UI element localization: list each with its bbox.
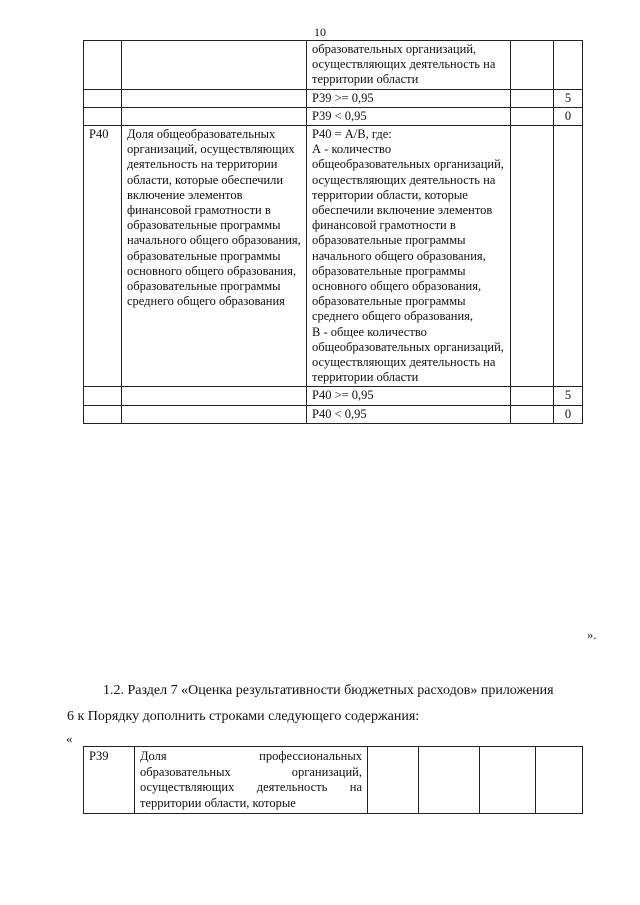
amendment-paragraph-continued: 6 к Порядку дополнить строками следующего содержания:: [67, 709, 420, 724]
indicator-name: [122, 41, 307, 90]
table-row: [84, 89, 583, 107]
indicator-score: 5: [554, 387, 583, 405]
criteria-table: [83, 40, 583, 424]
indicator-name: [122, 107, 307, 125]
indicator-code: [84, 41, 122, 90]
page-number: 10: [314, 25, 326, 39]
indicator-formula: Р39 < 0,95: [307, 107, 511, 125]
indicator-name: Доля профессиональных образовательных организаций, осуществляющих деятельность на территории области, которые: [135, 747, 368, 814]
indicator-name: [122, 387, 307, 405]
closing-quote: ».: [587, 628, 597, 642]
opening-quote: «: [66, 731, 73, 746]
indicator-code: Р40: [84, 126, 122, 387]
indicator-formula: Р40 < 0,95: [307, 405, 511, 423]
empty-cell: [419, 747, 480, 814]
empty-cell: [511, 405, 554, 423]
empty-cell: [511, 107, 554, 125]
indicator-score: 5: [554, 89, 583, 107]
empty-cell: [511, 387, 554, 405]
indicator-score: 0: [554, 405, 583, 423]
empty-cell: [511, 89, 554, 107]
table-row: [84, 126, 583, 387]
amendment-paragraph: 1.2. Раздел 7 «Оценка результативности бюджетных расходов» приложения: [103, 683, 554, 698]
indicator-code: [84, 405, 122, 423]
table-row: [84, 41, 583, 90]
indicator-name: [122, 89, 307, 107]
empty-cell: [511, 41, 554, 90]
indicator-name: [122, 405, 307, 423]
new-rows-table: [83, 746, 583, 814]
indicator-formula: образовательных организаций, осуществляющих деятельность на территории области: [307, 41, 511, 90]
indicator-formula: Р39 >= 0,95: [307, 89, 511, 107]
indicator-score: 0: [554, 107, 583, 125]
empty-cell: [536, 747, 583, 814]
indicator-score: [554, 126, 583, 387]
table-row: [84, 387, 583, 405]
indicator-formula: Р40 = А/В, где: А - количество общеобразовательных организаций, осуществляющих деятельность на территории области, которые обеспечили включение элементов финансовой грамотности в образовательные программы начального общего образования, образовательные программы основного общего образования, образовательные программы среднего общего образования, В - общее количество общеобразовательных организаций, осуществляющих деятельность на территории области: [307, 126, 511, 387]
indicator-formula: Р40 >= 0,95: [307, 387, 511, 405]
empty-cell: [511, 126, 554, 387]
indicator-code: [84, 107, 122, 125]
indicator-code: [84, 89, 122, 107]
indicator-code: [84, 387, 122, 405]
indicator-score: [554, 41, 583, 90]
empty-cell: [368, 747, 419, 814]
table-row: [84, 405, 583, 423]
empty-cell: [480, 747, 536, 814]
indicator-name: Доля общеобразовательных организаций, осуществляющих деятельность на территории области, которые обеспечили включение элементов финансовой грамотности в образовательные программы начального общего образования, образовательные программы основного общего образования, образовательные программы среднего общего образования: [122, 126, 307, 387]
table-row: [84, 747, 583, 814]
table-row: [84, 107, 583, 125]
indicator-code: Р39: [84, 747, 135, 814]
